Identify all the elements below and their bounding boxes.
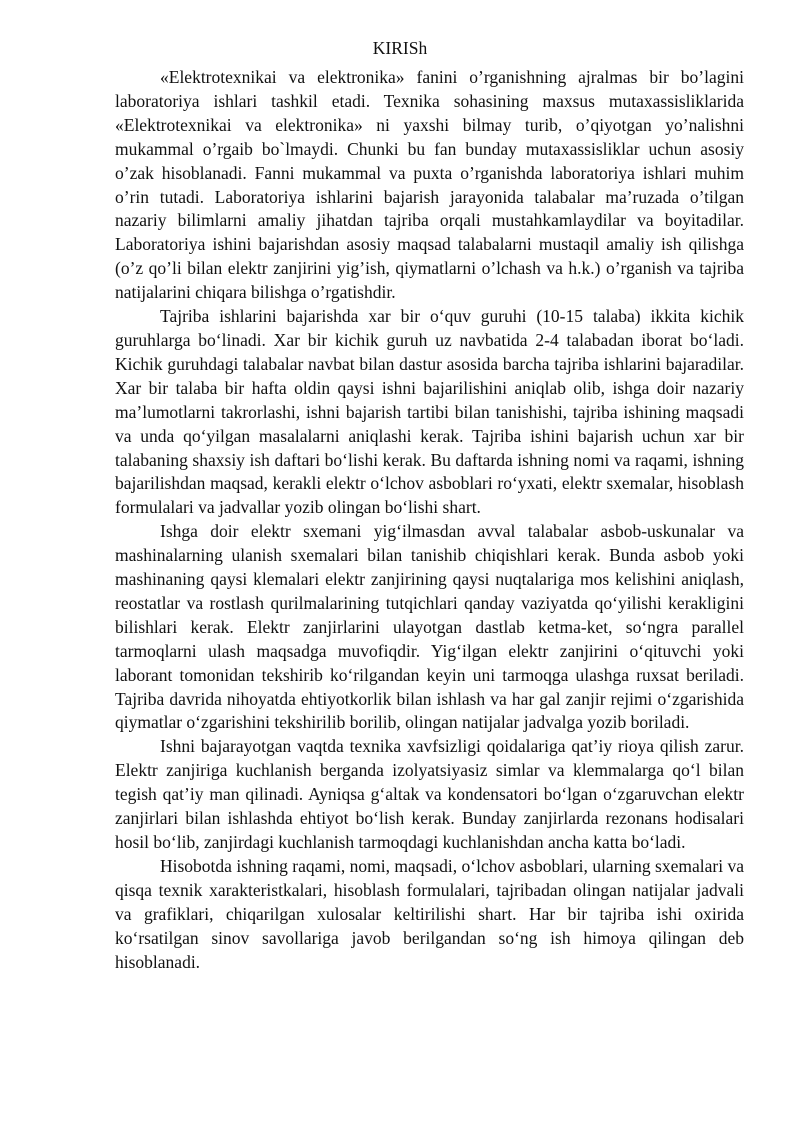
paragraph-intro: «Elektrotexnikai va elektronika» fanini o’rganishning ajralmas bir bo’lagini laboratoriya ishlari tashkil etadi. Texnika sohasining maxsus mutaxassisliklarida «Elektrotexnikai va elektronika» ni yaxshi bilmay turib, o’qiyotgan yo’nalishni mukammal o’rgaib bo`lmaydi. Chunki bu fan bunday mutaxassisliklar uchun asosiy o’zak hisoblanadi. Fanni mukammal va puxta o’rganishda laboratoriya ishlari muhim o’rin tutadi. Laboratoriya ishlarini bajarish jarayonida talabalar ma’ruzada o’tilgan nazariy bilimlarni amaliy jihatdan tajriba orqali mustahkamlaydilar va boyitadilar. Laboratoriya ishini bajarishdan asosiy maqsad talabalarni mustaqil amaliy ish qilishga (o’z qo’li bilan elektr zanjirini yig’ish, qiymatlarni o’lchash va h.k.) o’rganish va tajriba natijalarini chiqara bilishga o’rgatishdir. [115, 67, 744, 303]
paragraph-safety: Ishni bajarayotgan vaqtda texnika xavfsizligi qoidalariga qat’iy rioya qilish zarur. Elektr zanjiriga kuchlanish berganda izolyatsiyasiz simlar va klemmalarga qo‘l bilan tegish qat’iy man qilinadi. Ayniqsa g‘altak va kondensatori bo‘lgan o‘zgaruvchan elektr zanjirlari bilan ishlashda ehtiyot bo‘lish kerak. Bunday zanjirlarda rezonans hodisalari hosil bo‘lib, zanjirdagi kuchlanish tarmoqdagi kuchlanishdan ancha katta bo‘ladi. [115, 736, 744, 852]
paragraph-report: Hisobotda ishning raqami, nomi, maqsadi, o‘lchov asboblari, ularning sxemalari va qisqa texnik xarakteristkalari, hisoblash formulalari, tajribadan olingan natijalar jadvali va grafiklari, chiqarilgan xulosalar keltirilishi shart. Har bir tajriba ishi oxirida ko‘rsatilgan sinov savollariga javob berilgandan so‘ng ish himoya qilingan deb hisoblanadi. [115, 855, 744, 972]
document-body [115, 66, 744, 974]
paragraph-circuit-assembly: Ishga doir elektr sxemani yig‘ilmasdan avval talabalar asbob-uskunalar va mashinalarning ulanish sxemalari bilan tanishib chiqishlari kerak. Bunda asbob yoki mashinaning qaysi klemalari elektr zanjirining qaysi nuqtalariga mos kelishini aniqlash, reostatlar va rostlash qurilmalarining tutqichlari qanday vaziyatda qo‘yilishi kerakligini bilishlari kerak. Elektr zanjirlarini ulayotgan dastlab ketma-ket, so‘ngra parallel tarmoqlarni ulash maqsadga muvofiqdir. Yig‘ilgan elektr zanjirini o‘qituvchi yoki laborant tomonidan tekshirib ko‘rilgandan keyin uni tarmoqga ulashga ruxsat beriladi. Tajriba davrida nihoyatda ehtiyotkorlik bilan ishlash va har gal zanjir rejimi o‘zgarishida qiymatlar o‘zgarishini tekshirilib borilib, olingan natijalar jadvalga yozib boriladi. [115, 521, 744, 733]
page-title: KIRISh [372, 38, 428, 58]
paragraph-groups: Tajriba ishlarini bajarishda xar bir o‘quv guruhi (10-15 talaba) ikkita kichik guruhlarga bo‘linadi. Xar bir kichik guruh uz navbatida 2-4 talabadan iborat bo‘ladi. Kichik guruhdagi talabalar navbat bilan dastur asosida barcha tajriba ishlarini bajaradilar. Xar bir talaba bir hafta oldin qaysi ishni bajarilishini aniqlab olib, ishga doir nazariy ma’lumotlarni takrorlashi, ishni bajarish tartibi bilan tanishishi, tajriba ishining maqsadi va unda qo‘yilgan masalalarni aniqlashi kerak. Tajriba ishini bajarish uchun xar bir talabaning shaxsiy ish daftari bo‘lishi kerak. Bu daftarda ishning nomi va raqami, ishning bajarilishdan maqsad, kerakli elektr o‘lchov asboblari ro‘yxati, elektr sxemalar, hisoblash formulalari va jadvallar yozib olingan bo‘lishi shart. [115, 306, 744, 518]
